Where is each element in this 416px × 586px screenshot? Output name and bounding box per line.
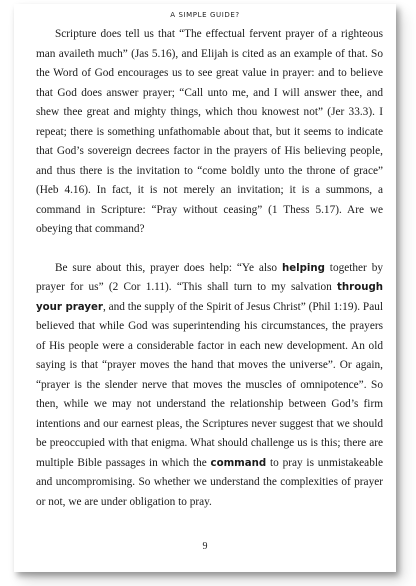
- paragraph-2-text: Be sure about this, prayer does help: “Ye also: [55, 261, 282, 274]
- emphasis-through-your-prayer: through your prayer: [36, 282, 383, 313]
- paragraph-1: [36, 25, 383, 240]
- emphasis-helping: helping: [281, 262, 325, 274]
- paragraph-2-text: to pray is unmistakeable and uncompromising. So whether we understand the complexities of prayer or not, we are under obligation to pray.: [36, 456, 383, 508]
- paragraph-2-text: together by prayer for us” (2 Cor 1.11). “This shall turn to my salvation: [36, 261, 383, 293]
- paragraph-2: [36, 259, 383, 513]
- book-page: [14, 4, 396, 572]
- paragraph-2-text: , and the supply of the Spirit of Jesus Christ” (Phil 1:19). Paul believed that while God was superintending his circumstances, the prayers of His people were a considerable factor in each new development. An old saying is that “prayer moves the hand that moves the universe”. Or again, “prayer is the slender nerve that moves the muscles of omnipotence”. So then, while we may not understand the relationship between God’s firm intentions and our earnest pleas, the Scriptures never suggest that we should be preoccupied with that enigma. What should challenge us is this; there are multiple Bible passages in which the: [36, 300, 383, 469]
- emphasis-command: command: [210, 457, 267, 469]
- running-header: A SIMPLE GUIDE?: [170, 11, 240, 19]
- page-body: [36, 25, 383, 512]
- paragraph-1-text: Scripture does tell us that “The effectual fervent prayer of a righteous man availeth much” (Jas 5.16), and Elijah is cited as an example of that. So the Word of God encourages us to see great value in prayer: and to believe that God does answer prayer; “Call unto me, and I will answer thee, and shew thee great and mighty things, which thou knowest not” (Jer 33.3). I repeat; there is something unfathomable about that, but it seems to indicate that God’s sovereign decrees factor in the prayers of His believing people, and thus there is the invitation to “come boldly unto the throne of grace” (Heb 4.16). In fact, it is not merely an invitation; it is a summons, a command in Scripture: “Pray without ceasing” (1 Thess 5.17). Are we obeying that command?: [36, 28, 383, 235]
- page-number: 9: [202, 541, 208, 552]
